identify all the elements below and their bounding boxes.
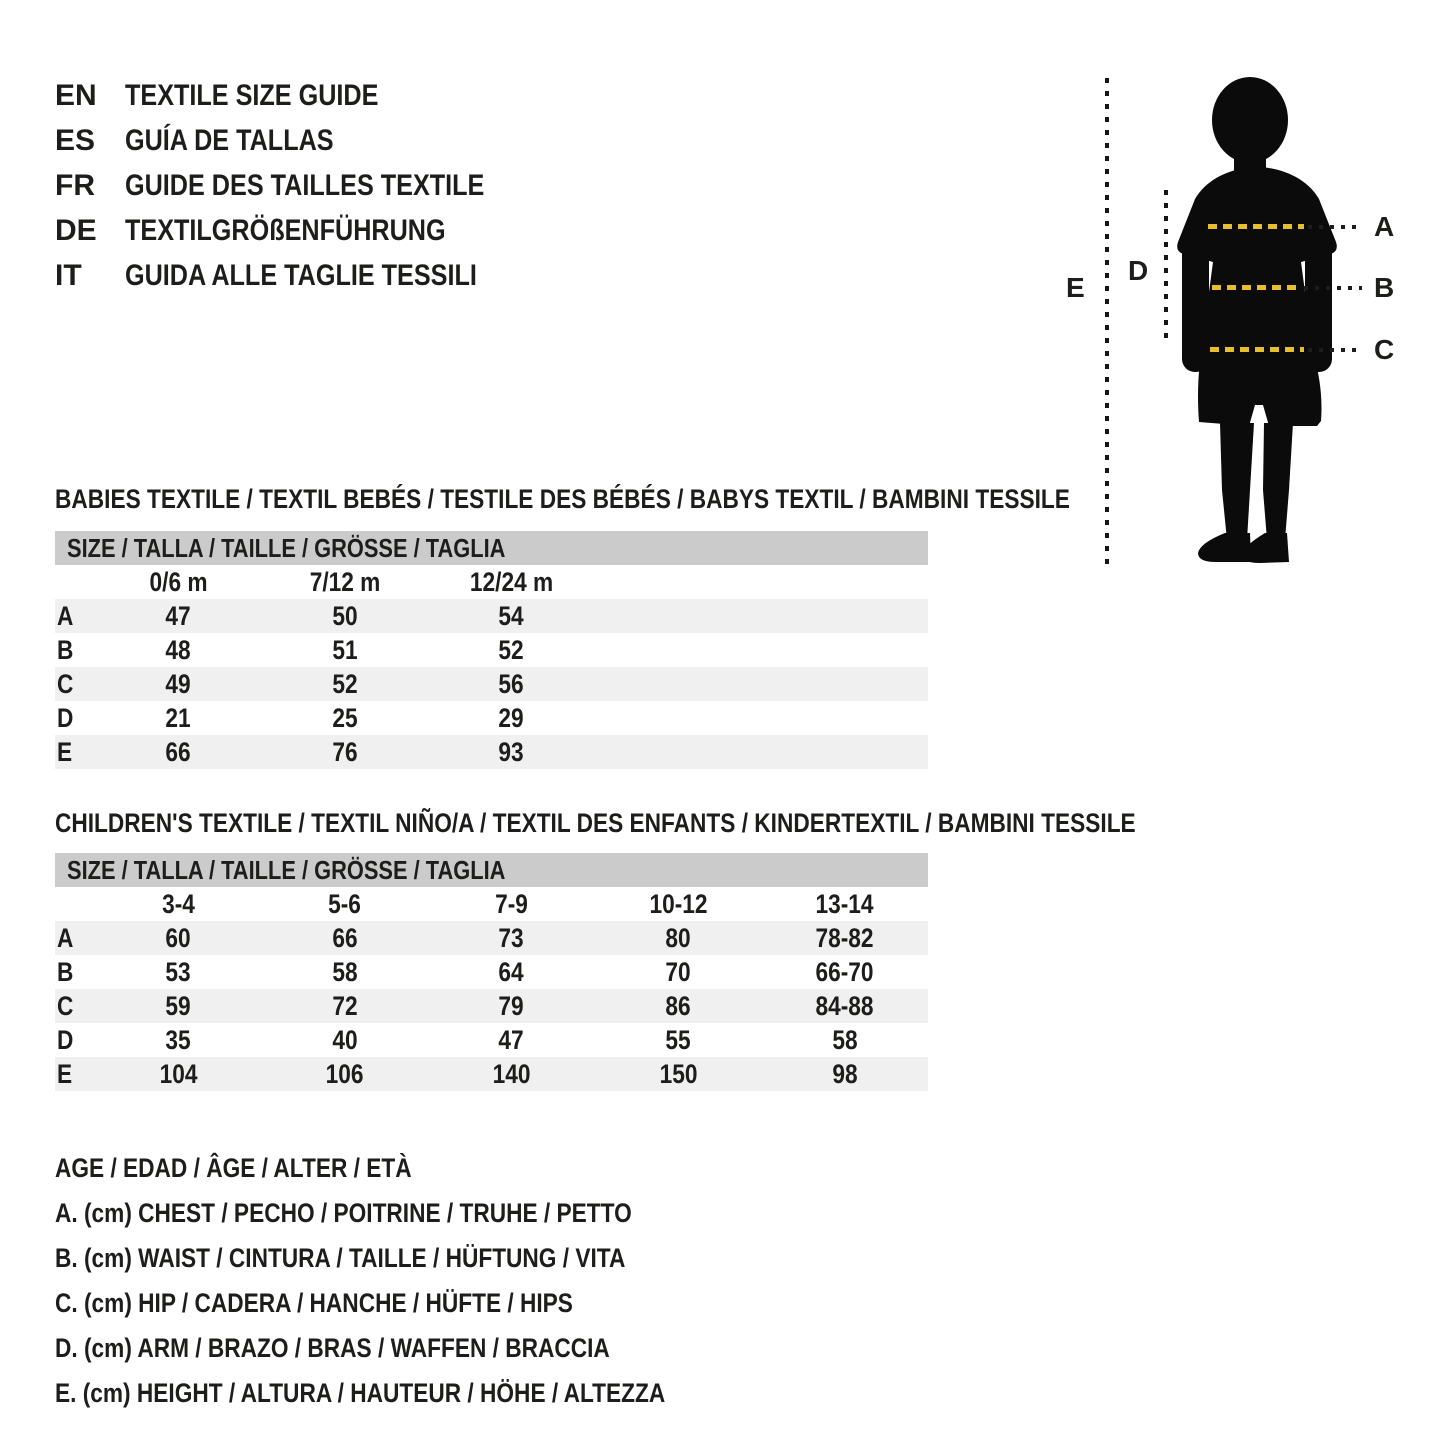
column-header-text: 7/12 m: [309, 566, 381, 597]
table-row: [55, 955, 928, 989]
legend-text: E. (cm) HEIGHT / ALTURA / HAUTEUR / HÖHE / ALTEZZA: [55, 1378, 666, 1408]
table-row: [55, 1057, 928, 1091]
value-cell: [95, 635, 262, 666]
value-text: 140: [492, 1058, 531, 1089]
value-text: 54: [498, 600, 525, 631]
table-row: [55, 633, 928, 667]
column-header-text: 3-4: [161, 888, 195, 919]
guide-title: GUIDE DES TAILLES TEXTILE: [125, 168, 485, 202]
column-header: [761, 889, 928, 920]
legend-text: A. (cm) CHEST / PECHO / POITRINE / TRUHE / PETTO: [55, 1198, 632, 1228]
value-cell: [761, 957, 928, 988]
column-header: [595, 889, 762, 920]
babies-size-header-bar: [55, 531, 928, 565]
value-text: 48: [165, 634, 191, 665]
value-text: 73: [498, 922, 525, 953]
value-text: 84-88: [815, 990, 874, 1021]
column-header-text: 7-9: [495, 888, 528, 919]
row-label: [55, 635, 95, 666]
value-cell: [595, 923, 762, 954]
row-label-text: E: [57, 736, 73, 767]
babies-heading-text: BABIES TEXTILE / TEXTIL BEBÉS / TESTILE DES BÉBÉS / BABYS TEXTIL / BAMBINI TESSILE: [55, 484, 1070, 514]
row-label-text: D: [57, 702, 74, 733]
chest-measure-dots-a: [1308, 225, 1362, 229]
value-text: 80: [665, 922, 691, 953]
row-label-text: A: [57, 922, 74, 953]
value-text: 150: [659, 1058, 698, 1089]
value-text: 40: [332, 1024, 358, 1055]
legend-line-hip: [55, 1281, 781, 1326]
arm-measure-line-d: [1164, 190, 1168, 344]
legend-line-arm: [55, 1326, 781, 1371]
measure-label-d: D: [1128, 255, 1149, 286]
measure-label-b: B: [1374, 272, 1395, 303]
measure-label-c: C: [1374, 334, 1395, 365]
value-cell: [262, 1025, 429, 1056]
value-text: 98: [832, 1058, 858, 1089]
child-silhouette: [1172, 75, 1340, 567]
value-cell: [428, 601, 595, 632]
legend-text: C. (cm) HIP / CADERA / HANCHE / HÜFTE / HIPS: [55, 1288, 573, 1318]
value-text: 60: [165, 922, 191, 953]
children-section-heading: [55, 806, 1136, 840]
value-cell: [95, 1025, 262, 1056]
language-title-list: [55, 73, 553, 298]
children-size-table: [55, 806, 1136, 1091]
value-text: 64: [498, 956, 525, 987]
measure-label-e: E: [1066, 272, 1085, 303]
guide-title: TEXTILE SIZE GUIDE: [125, 78, 379, 112]
hip-measure-dash-c: [1210, 347, 1304, 352]
language-title-row: [55, 208, 553, 253]
guide-title: GUIDA ALLE TAGLIE TESSILI: [125, 258, 477, 292]
value-cell: [262, 669, 429, 700]
value-cell: [428, 991, 595, 1022]
column-header: [262, 567, 429, 598]
value-text: 52: [332, 668, 358, 699]
value-text: 52: [498, 634, 525, 665]
value-text: 47: [498, 1024, 525, 1055]
column-header-text: 13-14: [815, 888, 874, 919]
value-cell: [262, 737, 429, 768]
value-cell: [428, 1059, 595, 1090]
value-text: 93: [498, 736, 525, 767]
table-row: [55, 1023, 928, 1057]
value-cell: [95, 923, 262, 954]
measurement-legend: [55, 1146, 781, 1416]
legend-line-age: [55, 1146, 781, 1191]
legend-line-chest: [55, 1191, 781, 1236]
size-header-text: SIZE / TALLA / TAILLE / GRÖSSE / TAGLIA: [67, 532, 506, 563]
value-cell: [95, 601, 262, 632]
value-text: 58: [332, 956, 358, 987]
value-cell: [761, 1059, 928, 1090]
value-text: 66: [165, 736, 191, 767]
value-cell: [428, 957, 595, 988]
legend-text: AGE / EDAD / ÂGE / ALTER / ETÀ: [55, 1153, 412, 1183]
table-row: [55, 599, 928, 633]
value-cell: [262, 991, 429, 1022]
value-text: 51: [332, 634, 358, 665]
value-cell: [262, 635, 429, 666]
row-label: [55, 737, 95, 768]
value-cell: [595, 957, 762, 988]
babies-section-heading: [55, 482, 1070, 516]
column-header-text: 5-6: [328, 888, 362, 919]
value-text: 55: [665, 1024, 691, 1055]
value-cell: [262, 703, 429, 734]
value-cell: [428, 737, 595, 768]
table-row: [55, 667, 928, 701]
value-cell: [262, 601, 429, 632]
size-header-text: SIZE / TALLA / TAILLE / GRÖSSE / TAGLIA: [67, 854, 506, 885]
language-code: DE: [55, 213, 97, 247]
value-text: 35: [165, 1024, 191, 1055]
column-header-text: 12/24 m: [469, 566, 554, 597]
row-label: [55, 601, 95, 632]
value-cell: [428, 669, 595, 700]
value-cell: [95, 1059, 262, 1090]
language-title-row: [55, 163, 553, 208]
row-label: [55, 1059, 95, 1090]
value-text: 66-70: [815, 956, 874, 987]
value-text: 53: [165, 956, 191, 987]
row-label: [55, 703, 95, 734]
table-row: [55, 735, 928, 769]
hip-measure-dots-c: [1308, 348, 1362, 352]
column-header: [95, 889, 262, 920]
row-label: [55, 991, 95, 1022]
row-label-text: E: [57, 1058, 73, 1089]
value-cell: [95, 991, 262, 1022]
babies-size-table: [55, 482, 1070, 769]
value-cell: [95, 737, 262, 768]
value-text: 86: [665, 990, 691, 1021]
value-text: 79: [498, 990, 525, 1021]
table-row: [55, 701, 928, 735]
value-cell: [262, 1059, 429, 1090]
value-text: 70: [665, 956, 691, 987]
language-code: EN: [55, 78, 97, 112]
value-text: 59: [165, 990, 191, 1021]
legend-line-height: [55, 1371, 781, 1416]
row-label: [55, 1025, 95, 1056]
language-code: IT: [55, 258, 82, 292]
measure-label-a: A: [1374, 211, 1395, 242]
column-header-text: 10-12: [649, 888, 708, 919]
value-text: 106: [325, 1058, 364, 1089]
value-text: 78-82: [815, 922, 874, 953]
row-label: [55, 923, 95, 954]
value-cell: [95, 703, 262, 734]
language-title-row: [55, 253, 553, 298]
column-header-text: 0/6 m: [149, 566, 208, 597]
height-measure-line-e: [1105, 78, 1109, 566]
row-label-text: A: [57, 600, 74, 631]
language-title-row: [55, 73, 553, 118]
waist-measure-dash-b: [1212, 285, 1300, 290]
value-text: 56: [498, 668, 525, 699]
language-code: FR: [55, 168, 95, 202]
value-cell: [595, 1059, 762, 1090]
row-label: [55, 669, 95, 700]
column-header: [428, 567, 595, 598]
table-row: [55, 989, 928, 1023]
value-text: 72: [332, 990, 358, 1021]
children-column-header-row: [55, 887, 928, 921]
row-label-text: C: [57, 668, 74, 699]
value-cell: [761, 991, 928, 1022]
guide-title: TEXTILGRÖßENFÜHRUNG: [125, 213, 446, 247]
column-header: [262, 889, 429, 920]
waist-measure-dots-b: [1304, 286, 1362, 290]
value-cell: [595, 1025, 762, 1056]
value-cell: [262, 957, 429, 988]
row-label-text: B: [57, 956, 74, 987]
value-text: 29: [498, 702, 525, 733]
column-header: [95, 567, 262, 598]
language-code: ES: [55, 123, 96, 157]
children-heading-text: CHILDREN'S TEXTILE / TEXTIL NIÑO/A / TEXTIL DES ENFANTS / KINDERTEXTIL / BAMBINI TESSILE: [55, 808, 1136, 838]
value-cell: [428, 923, 595, 954]
value-text: 76: [332, 736, 358, 767]
table-row: [55, 921, 928, 955]
value-cell: [428, 635, 595, 666]
value-cell: [95, 669, 262, 700]
value-text: 49: [165, 668, 191, 699]
language-title-row: [55, 118, 553, 163]
chest-measure-dash-a: [1208, 224, 1304, 229]
row-label-text: B: [57, 634, 74, 665]
babies-column-header-row: [55, 565, 928, 599]
row-label: [55, 957, 95, 988]
column-header: [428, 889, 595, 920]
value-cell: [428, 1025, 595, 1056]
guide-title: GUÍA DE TALLAS: [125, 123, 334, 157]
value-text: 50: [332, 600, 358, 631]
value-text: 66: [332, 922, 358, 953]
value-text: 58: [832, 1024, 858, 1055]
legend-text: B. (cm) WAIST / CINTURA / TAILLE / HÜFTUNG / VITA: [55, 1243, 626, 1273]
legend-line-waist: [55, 1236, 781, 1281]
legend-text: D. (cm) ARM / BRAZO / BRAS / WAFFEN / BRACCIA: [55, 1333, 610, 1363]
row-label-text: C: [57, 990, 74, 1021]
value-cell: [95, 957, 262, 988]
value-cell: [761, 1025, 928, 1056]
value-text: 25: [332, 702, 358, 733]
row-label-text: D: [57, 1024, 74, 1055]
value-text: 47: [165, 600, 191, 631]
value-text: 104: [159, 1058, 198, 1089]
value-cell: [262, 923, 429, 954]
value-text: 21: [165, 702, 191, 733]
value-cell: [428, 703, 595, 734]
value-cell: [761, 923, 928, 954]
children-size-header-bar: [55, 853, 928, 887]
value-cell: [595, 991, 762, 1022]
